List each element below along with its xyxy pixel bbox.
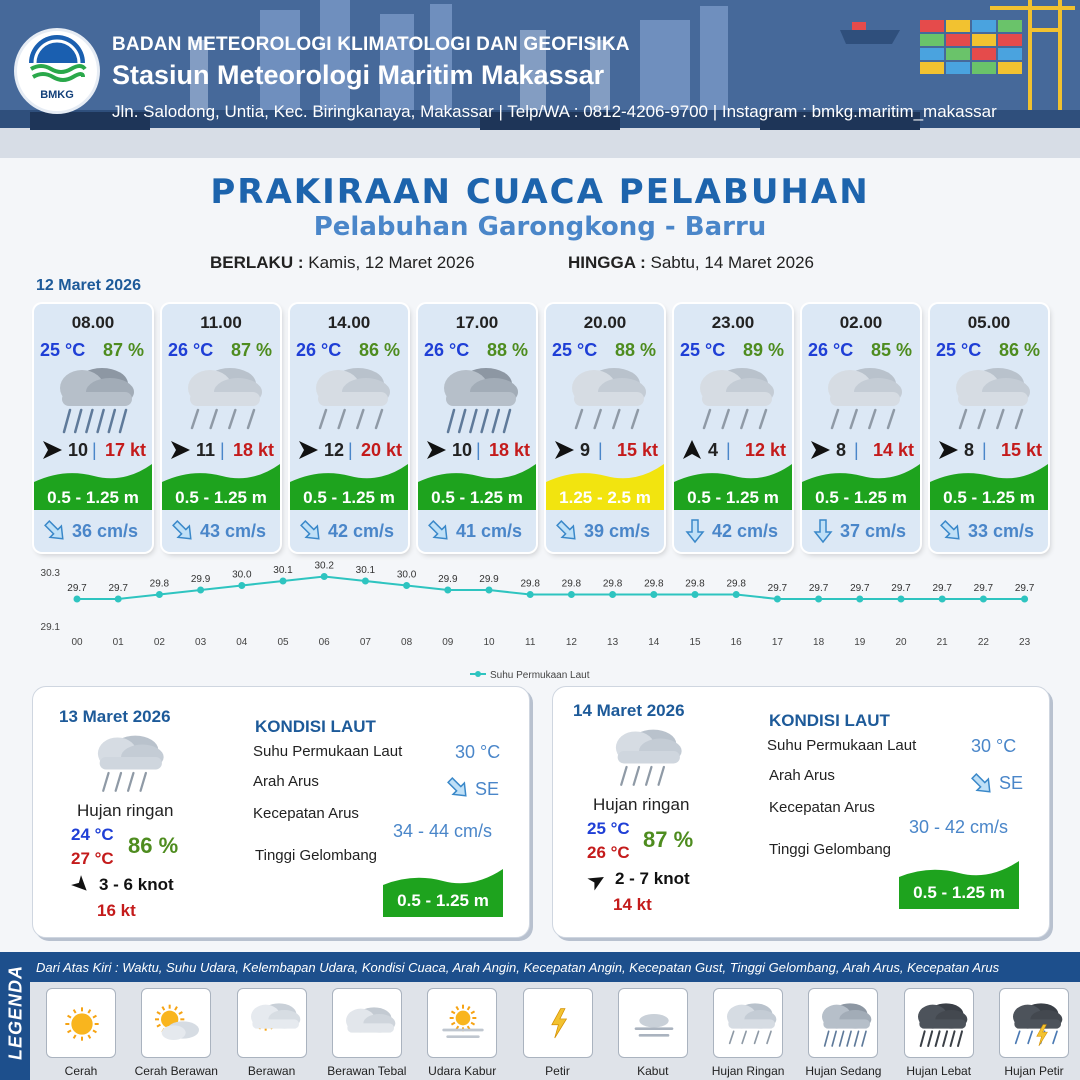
humidity: 87 % (230, 340, 272, 360)
wave-height: 0.5 - 1.25 m (943, 488, 1035, 507)
current-speed: 33 cm/s (968, 521, 1035, 541)
station-address: Jln. Salodong, Untia, Kec. Biringkanaya, Makassar | Telp/WA : 0812-4206-9700 | Instagram : bmkg.maritim_makassar (112, 102, 997, 121)
valid-to-label: HINGGA : (568, 253, 646, 272)
hujan-ringan-icon (560, 362, 650, 436)
wave-label: Tinggi Gelombang (769, 841, 892, 858)
data-label: 29.7 (67, 583, 87, 594)
data-label: 29.7 (108, 583, 128, 594)
cerah-berawan-icon (147, 994, 207, 1054)
summary-condition: Hujan ringan (593, 795, 690, 814)
x-tick-label: 00 (71, 637, 83, 648)
gust-speed: 18 kt (232, 440, 274, 460)
wave-height: 0.5 - 1.25 m (303, 488, 395, 507)
forecast-time: 11.00 (200, 313, 242, 332)
hujan-ringan-icon (176, 362, 266, 436)
wind-speed: 10 (68, 440, 89, 460)
x-tick-label: 19 (854, 637, 866, 648)
gust-speed: 17 kt (104, 440, 146, 460)
wind-direction-icon (168, 438, 192, 462)
legend-item (896, 988, 982, 1078)
hujan-ringan-icon (688, 362, 778, 436)
berawan-icon (243, 994, 303, 1054)
data-label: 29.8 (602, 578, 623, 590)
wave-value: 0.5 - 1.25 m (913, 883, 1005, 902)
data-point (280, 578, 287, 585)
current-speed: 37 cm/s (840, 521, 907, 541)
data-label: 30.0 (232, 569, 252, 581)
data-point (815, 596, 822, 603)
forecast-card (290, 304, 408, 552)
hujan-sedang-icon (432, 362, 522, 436)
x-tick-label: 02 (153, 637, 165, 648)
hujan-ringan-icon (304, 362, 394, 436)
wind-direction-icon (40, 438, 64, 462)
forecast-card (34, 304, 152, 552)
legend-label: Udara Kabur (428, 1064, 497, 1078)
x-tick-label: 04 (236, 637, 248, 648)
data-point (403, 582, 410, 589)
current-dir-value: SE (475, 779, 500, 799)
current-arrow-icon (42, 518, 68, 544)
legend-label: Berawan Tebal (327, 1064, 407, 1078)
cerah-icon (52, 994, 112, 1054)
wind-speed: 9 (580, 440, 591, 460)
separator: | (476, 440, 481, 460)
x-tick-label: 05 (277, 637, 289, 648)
legend-item (515, 988, 601, 1078)
wave-height: 0.5 - 1.25 m (47, 488, 139, 507)
legend-item (38, 988, 124, 1078)
legend-icon-box (808, 988, 878, 1058)
legend-title: LEGENDA (5, 965, 26, 1061)
current-speed: 41 cm/s (456, 521, 523, 541)
air-temperature: 25 °C (40, 340, 86, 360)
legend-icon-box (141, 988, 211, 1058)
sea-condition-heading: KONDISI LAUT (769, 711, 890, 730)
wind-speed: 10 (452, 440, 473, 460)
legend-item (705, 988, 791, 1078)
data-point (115, 596, 122, 603)
data-point (156, 591, 163, 598)
separator: | (726, 440, 731, 460)
current-speed-label: Kecepatan Arus (769, 799, 875, 816)
data-label: 29.8 (644, 578, 664, 590)
data-point (197, 587, 204, 594)
current-arrow-icon (170, 518, 196, 544)
legend-icon-box (46, 988, 116, 1058)
air-temperature: 26 °C (168, 340, 214, 360)
x-tick-label: 08 (401, 637, 413, 648)
kabut-icon (624, 994, 684, 1054)
x-tick-label: 03 (195, 637, 207, 648)
port-name: Pelabuhan Garongkong - Barru (313, 212, 767, 242)
legend-label: Cerah Berawan (134, 1064, 218, 1078)
summary-condition: Hujan ringan (77, 801, 174, 820)
summary-box-day2 (32, 686, 530, 938)
data-point (939, 596, 946, 603)
legend-item (800, 988, 886, 1078)
current-dir-label: Arah Arus (769, 767, 835, 784)
air-temperature: 26 °C (808, 340, 854, 360)
agency-name: BADAN METEOROLOGI KLIMATOLOGI DAN GEOFISIKA (112, 34, 630, 55)
forecast-time: 02.00 (839, 313, 883, 332)
x-tick-label: 15 (689, 637, 701, 648)
separator: | (854, 440, 859, 460)
sst-value: 30 °C (455, 742, 501, 762)
humidity: 86 % (998, 340, 1040, 360)
data-point (527, 591, 534, 598)
gust-speed: 12 kt (744, 440, 786, 460)
sst-label: Suhu Permukaan Laut (253, 743, 403, 760)
wind-speed: 11 (196, 440, 216, 460)
summary-date: 13 Maret 2026 (59, 707, 171, 726)
x-tick-label: 22 (977, 637, 989, 648)
header-banner (0, 0, 1080, 158)
gust-speed: 20 kt (360, 440, 402, 460)
x-tick-label: 18 (813, 637, 825, 648)
legend-item (133, 988, 219, 1078)
valid-to (568, 253, 814, 273)
legend-icon-box (427, 988, 497, 1058)
x-tick-label: 09 (442, 637, 454, 648)
x-tick-label: 10 (483, 637, 495, 648)
udara-kabur-icon (433, 994, 493, 1054)
data-point (568, 591, 575, 598)
legend-label: Hujan Lebat (906, 1064, 972, 1078)
data-point (980, 596, 987, 603)
summary-humidity: 87 % (643, 827, 694, 852)
legend-item (229, 988, 315, 1078)
sst-value: 30 °C (971, 736, 1017, 756)
summary-wind: 3 - 6 knot (99, 875, 174, 894)
sst-line-chart (30, 560, 1050, 686)
summary-tmin: 25 °C (587, 819, 630, 838)
legend-label: Hujan Petir (1004, 1064, 1064, 1078)
valid-to-value: Sabtu, 14 Maret 2026 (650, 253, 815, 272)
summary-tmax: 26 °C (587, 843, 630, 862)
y-tick-label: 29.1 (40, 622, 60, 633)
summary-humidity: 86 % (128, 833, 179, 858)
data-label: 29.7 (767, 583, 788, 594)
data-point (898, 596, 905, 603)
data-label: 29.7 (891, 583, 911, 594)
separator: | (348, 440, 353, 460)
wind-speed: 12 (324, 440, 345, 460)
legend-label: Berawan (247, 1064, 296, 1078)
summary-gust: 14 kt (613, 895, 652, 914)
legend-label: Hujan Sedang (805, 1064, 882, 1078)
data-point (733, 591, 740, 598)
wave-height: 0.5 - 1.25 m (175, 488, 267, 507)
gust-speed: 14 kt (872, 440, 914, 460)
forecast-time: 05.00 (967, 313, 1011, 332)
legend-item (610, 988, 696, 1078)
x-tick-label: 01 (112, 637, 124, 648)
forecast-card (802, 304, 920, 552)
forecast-card (162, 304, 280, 552)
legend-icon-box (618, 988, 688, 1058)
wind-direction-icon (680, 438, 704, 462)
forecast-time: 17.00 (455, 313, 499, 332)
wind-direction-icon (296, 438, 320, 462)
data-point (650, 591, 657, 598)
data-point (774, 596, 781, 603)
current-speed-label: Kecepatan Arus (253, 805, 359, 822)
data-point (609, 591, 616, 598)
summary-tmax: 27 °C (71, 849, 114, 868)
wave-height: 0.5 - 1.25 m (431, 488, 523, 507)
current-speed: 39 cm/s (584, 521, 651, 541)
x-tick-label: 21 (936, 637, 948, 648)
separator: | (598, 440, 603, 460)
forecast-time: 14.00 (327, 313, 371, 332)
forecast-time: 23.00 (711, 313, 755, 332)
legend-label: Kabut (637, 1064, 669, 1078)
gust-speed: 15 kt (1000, 440, 1042, 460)
legend-panel (0, 952, 1080, 1080)
current-speed-value: 34 - 44 cm/s (393, 821, 493, 841)
page-title: PRAKIRAAN CUACA PELABUHAN (210, 172, 870, 212)
legend-entry: Suhu Permukaan Laut (490, 670, 590, 681)
data-label: 29.8 (149, 578, 170, 590)
data-label: 29.8 (726, 578, 746, 590)
wind-direction-icon (936, 438, 960, 462)
humidity: 85 % (870, 340, 912, 360)
wave-height: 0.5 - 1.25 m (687, 488, 779, 507)
data-point (238, 582, 245, 589)
current-dir-label: Arah Arus (253, 773, 319, 790)
current-dir-value: SE (999, 773, 1024, 793)
forecast-time: 20.00 (583, 313, 627, 332)
sst-label: Suhu Permukaan Laut (767, 737, 917, 754)
sst-series-line (77, 577, 1025, 600)
wind-speed: 4 (708, 440, 719, 460)
data-point (362, 578, 369, 585)
legend-item (419, 988, 505, 1078)
x-tick-label: 14 (648, 637, 660, 648)
legend-sidebar (0, 952, 30, 1080)
humidity: 86 % (358, 340, 400, 360)
data-point (486, 587, 493, 594)
current-arrow-icon (445, 775, 471, 801)
current-arrow-icon (682, 518, 708, 544)
x-tick-label: 07 (359, 637, 371, 648)
legend-label: Cerah (64, 1064, 98, 1078)
summary-wind: 2 - 7 knot (615, 869, 690, 888)
data-label: 29.9 (190, 574, 211, 585)
x-tick-label: 11 (525, 637, 536, 648)
humidity: 89 % (742, 340, 784, 360)
air-temperature: 25 °C (936, 340, 982, 360)
data-point (74, 596, 81, 603)
hujan-ringan-icon (816, 362, 906, 436)
hujan-petir-icon (1005, 994, 1065, 1054)
legend-icon-box (904, 988, 974, 1058)
separator: | (220, 440, 225, 460)
hujan-sedang-icon (48, 362, 138, 436)
x-tick-label: 17 (771, 637, 783, 648)
air-temperature: 26 °C (296, 340, 342, 360)
wind-direction-icon (587, 871, 607, 891)
legend-description: Dari Atas Kiri : Waktu, Suhu Udara, Kelembapan Udara, Kondisi Cuaca, Arah Angin, Kecepatan Angin, Kecepatan Gust, Tinggi Gelombang, Arah Arus, Kecepatan Arus (36, 960, 1000, 975)
x-tick-label: 20 (895, 637, 907, 648)
data-label: 30.0 (396, 569, 417, 581)
wave-label: Tinggi Gelombang (255, 847, 378, 864)
forecast-card (418, 304, 536, 552)
valid-from (210, 253, 475, 273)
wind-direction-icon (71, 875, 91, 895)
summary-gust: 16 kt (97, 901, 136, 920)
summary-date: 14 Maret 2026 (573, 701, 685, 720)
summary-box-day3 (552, 686, 1050, 938)
current-arrow-icon (938, 518, 964, 544)
data-point (444, 587, 451, 594)
legend-item (324, 988, 410, 1078)
current-speed: 36 cm/s (72, 521, 139, 541)
gust-speed: 18 kt (488, 440, 530, 460)
forecast-card (546, 304, 664, 552)
legend-item (991, 988, 1077, 1078)
data-label: 29.7 (973, 583, 994, 594)
x-tick-label: 06 (318, 637, 330, 648)
current-speed: 42 cm/s (328, 521, 395, 541)
wind-speed: 8 (836, 440, 847, 460)
air-temperature: 26 °C (424, 340, 470, 360)
x-tick-label: 12 (565, 637, 577, 648)
sea-condition-heading: KONDISI LAUT (255, 717, 376, 736)
data-point (321, 573, 328, 580)
x-tick-label: 13 (607, 637, 619, 648)
y-tick-label: 30.3 (40, 568, 60, 579)
hujan-ringan-icon (719, 994, 779, 1054)
data-label: 29.8 (685, 578, 705, 590)
gust-speed: 15 kt (616, 440, 658, 460)
data-label: 29.9 (438, 574, 458, 585)
data-label: 30.2 (314, 560, 334, 572)
data-label: 29.7 (1014, 583, 1035, 594)
legend-icon-box (713, 988, 783, 1058)
hujan-sedang-icon (814, 994, 874, 1054)
legend-label: Hujan Ringan (711, 1064, 785, 1078)
current-speed: 42 cm/s (712, 521, 779, 541)
legend-icon-box (237, 988, 307, 1058)
data-label: 30.1 (355, 565, 376, 576)
forecast-card (930, 304, 1048, 552)
bmkg-logo (14, 28, 100, 114)
x-tick-label: 16 (730, 637, 742, 648)
petir-icon (529, 994, 589, 1054)
data-label: 29.7 (850, 583, 870, 594)
day1-date: 12 Maret 2026 (36, 277, 141, 294)
wind-direction-icon (552, 438, 576, 462)
data-point (692, 591, 699, 598)
legend-icon-box (523, 988, 593, 1058)
hujan-ringan-icon (607, 723, 687, 795)
data-point (1021, 596, 1028, 603)
hujan-lebat-icon (910, 994, 970, 1054)
wind-speed: 8 (964, 440, 975, 460)
data-point (856, 596, 863, 603)
air-temperature: 25 °C (680, 340, 726, 360)
data-label: 30.1 (273, 565, 293, 576)
current-arrow-icon (298, 518, 324, 544)
data-label: 29.9 (479, 574, 499, 585)
humidity: 87 % (102, 340, 144, 360)
separator: | (92, 440, 97, 460)
forecast-card (674, 304, 792, 552)
wave-height: 0.5 - 1.25 m (815, 488, 907, 507)
data-label: 29.7 (932, 583, 952, 594)
data-label: 29.8 (561, 578, 582, 590)
valid-from-label: BERLAKU : (210, 253, 304, 272)
current-arrow-icon (969, 771, 995, 797)
hujan-ringan-icon (89, 729, 169, 801)
wave-height: 1.25 - 2.5 m (559, 488, 651, 507)
forecast-time: 08.00 (71, 313, 115, 332)
hujan-ringan-icon (944, 362, 1034, 436)
current-arrow-icon (810, 518, 836, 544)
summary-tmin: 24 °C (71, 825, 114, 844)
air-temperature: 25 °C (552, 340, 598, 360)
legend-label: Petir (545, 1064, 570, 1078)
wind-direction-icon (808, 438, 832, 462)
humidity: 88 % (614, 340, 656, 360)
current-arrow-icon (426, 518, 452, 544)
legend-marker (475, 671, 481, 677)
valid-from-value: Kamis, 12 Maret 2026 (308, 253, 475, 272)
logo-text: BMKG (40, 89, 74, 101)
legend-icon-box (332, 988, 402, 1058)
current-speed: 43 cm/s (200, 521, 267, 541)
data-label: 29.7 (808, 583, 829, 594)
separator: | (982, 440, 987, 460)
current-arrow-icon (554, 518, 580, 544)
berawan-tebal-icon (338, 994, 398, 1054)
data-label: 29.8 (520, 578, 540, 590)
station-name: Stasiun Meteorologi Maritim Makassar (112, 60, 605, 90)
legend-icon-box (999, 988, 1069, 1058)
wave-value: 0.5 - 1.25 m (397, 891, 489, 910)
x-tick-label: 23 (1019, 637, 1031, 648)
humidity: 88 % (486, 340, 528, 360)
wind-direction-icon (424, 438, 448, 462)
current-speed-value: 30 - 42 cm/s (909, 817, 1009, 837)
